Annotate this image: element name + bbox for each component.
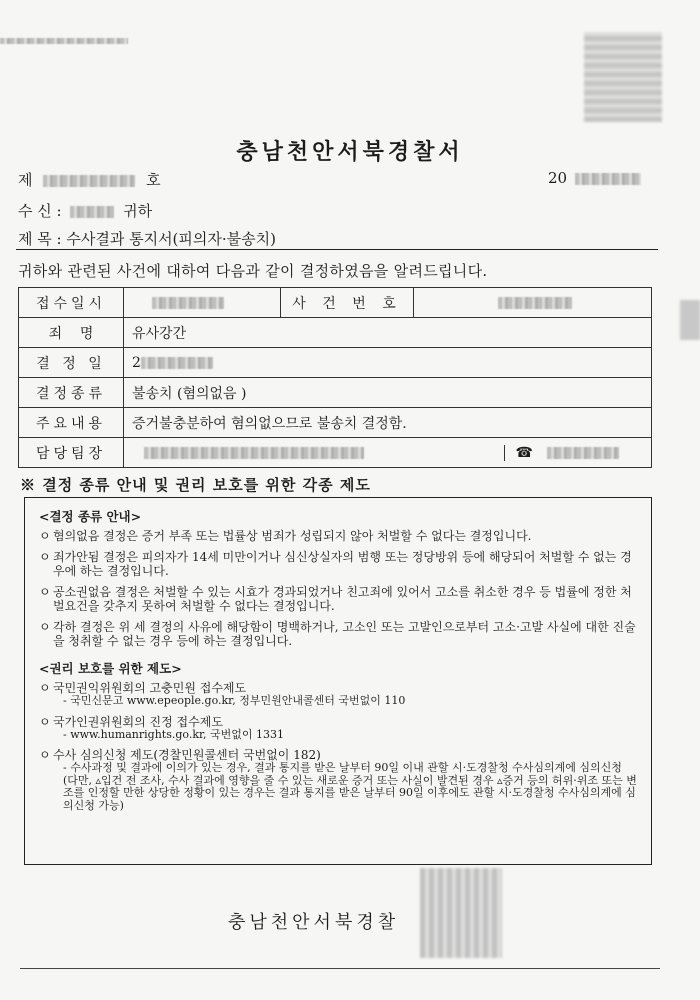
charge-label-text: 죄 명 xyxy=(48,325,94,342)
redacted-date xyxy=(575,173,641,185)
guide-box xyxy=(24,497,652,865)
bullet-icon: ㅇ xyxy=(39,585,51,599)
list-item xyxy=(39,715,639,742)
intro-text: 귀하와 관련된 사건에 대하여 다음과 같이 결정하였음을 알려드립니다. xyxy=(18,262,488,280)
bullet-icon: ㅇ xyxy=(39,620,51,634)
decision-guide-heading: <결정 종류 안내> xyxy=(39,509,142,524)
case-info-table xyxy=(18,287,652,468)
received-date-value xyxy=(124,288,281,318)
redacted-stamp-bottom xyxy=(420,868,502,958)
decision-type-value: 불송치 (혐의없음 ) xyxy=(124,378,652,408)
list-item xyxy=(39,620,639,648)
rights-item-title: 국가인권위원회의 진정 접수제도 xyxy=(53,714,223,729)
subject-line xyxy=(18,228,276,249)
doc-no-suffix: 호 xyxy=(146,171,161,189)
guide-section-title: ※ 결정 종류 안내 및 권리 보호를 위한 각종 제도 xyxy=(20,476,371,494)
case-number-label: 사 건 번 호 xyxy=(281,288,414,318)
decision-item-text: 혐의없음 결정은 증거 부족 또는 법률상 범죄가 성립되지 않아 처벌할 수 없다는 결정입니다. xyxy=(53,529,532,543)
document-title: 충남천안서북경찰서 xyxy=(236,139,464,165)
redacted-doc-number xyxy=(43,175,135,187)
subject-label: 제 목 : xyxy=(18,230,62,248)
rights-item-title: 수사 심의신청 제도(경찰민원콜센터 국번없이 182) xyxy=(53,748,321,762)
recipient-line xyxy=(18,200,152,221)
decision-date-value xyxy=(124,348,652,378)
bullet-icon: ㅇ xyxy=(39,550,51,564)
decision-type-label: 결정종류 xyxy=(19,378,124,408)
decision-item-text: 공소권없음 결정은 처벌할 수 있는 시효가 경과되었거나 친고죄에 있어서 고소를 취소한 경우 등 법률에 정한 처벌요건을 갖추지 못하여 처벌할 수 없다는 결정입니다. xyxy=(53,585,632,613)
redacted-phone xyxy=(547,447,619,459)
table-row xyxy=(19,348,652,378)
redacted-header-text xyxy=(0,38,128,44)
recipient-suffix: 귀하 xyxy=(123,202,153,220)
rights-item-title: 국민권익위원회의 고충민원 접수제도 xyxy=(53,681,247,695)
main-content-label: 주요내용 xyxy=(19,408,124,438)
case-number-value xyxy=(414,288,652,318)
received-date-label: 접수일시 xyxy=(19,288,124,318)
issuer-name: 충남천안서북경찰 xyxy=(228,912,400,933)
team-leader-label: 담당팀장 xyxy=(19,438,124,468)
table-row xyxy=(19,288,652,318)
decision-item-text: 각하 결정은 위 세 결정의 사유에 해당함이 명백하거나, 고소인 또는 고발인으로부터 고소·고발 사실에 대한 진술을 청취할 수 없는 경우 등에 하는 결정입니다. xyxy=(53,620,636,648)
main-content-value: 증거불충분하여 혐의없으므로 불송치 결정함. xyxy=(124,408,652,438)
redacted-team-leader xyxy=(144,447,364,459)
table-row xyxy=(19,438,652,468)
phone-cell xyxy=(504,445,619,461)
charge-value: 유사강간 xyxy=(124,318,652,348)
bullet-icon: ㅇ xyxy=(39,529,51,543)
redacted-received-date xyxy=(152,297,224,309)
document-date xyxy=(548,169,641,187)
table-row xyxy=(19,378,652,408)
decision-date-prefix: 2 xyxy=(132,354,141,371)
date-prefix: 20 xyxy=(548,169,568,187)
list-item xyxy=(39,585,639,613)
team-leader-value xyxy=(124,438,652,468)
charge-label xyxy=(19,318,124,348)
recipient-label: 수 신 : xyxy=(18,202,62,220)
rights-item-detail: - www.humanrights.go.kr, 국번없이 1331 xyxy=(63,727,285,741)
list-item xyxy=(39,550,639,578)
redacted-recipient xyxy=(70,206,114,218)
divider xyxy=(16,249,658,250)
phone-icon: ☎ xyxy=(515,444,533,461)
subject-value: 수사결과 통지서(피의자·불송치) xyxy=(66,230,276,248)
bullet-icon: ㅇ xyxy=(39,714,51,729)
decision-item-text: 죄가안됨 결정은 피의자가 14세 미만이거나 심신상실자의 범행 또는 정당방위 등에 해당되어 처벌할 수 없는 경우에 하는 결정입니다. xyxy=(53,550,632,578)
bullet-icon: ㅇ xyxy=(39,681,51,695)
decision-date-label: 결 정 일 xyxy=(19,348,124,378)
redacted-decision-date xyxy=(141,357,213,369)
list-item xyxy=(39,681,639,708)
table-row xyxy=(19,408,652,438)
rights-item-detail: - 국민신문고 www.epeople.go.kr, 정부민원안내콜센터 국번없이 110 xyxy=(63,694,406,707)
redacted-stamp-top xyxy=(584,32,662,122)
rights-guide-heading: <권리 보호를 위한 제도> xyxy=(39,661,182,676)
divider xyxy=(20,968,660,969)
redacted-mark-side xyxy=(680,300,700,340)
bullet-icon: ㅇ xyxy=(39,748,51,762)
list-item xyxy=(39,748,639,812)
list-item xyxy=(39,529,639,543)
table-row xyxy=(19,318,652,348)
rights-item-detail: - 수사과정 및 결과에 이의가 있는 경우, 결과 통지를 받은 날부터 90일 이내 관할 시·도경찰청 수사심의계에 심의신청 (다만, ▵입건 전 조사, 수사 결과에 영향을 줄 수 있는 새로운 증거 또는 사실이 발견된 경우 ▵증거 등의 허위·위조 또는 변조를 인정할 만한 상당한 정황이 있는 경우는 결과 통지를 받은 날부터 90일 이후에도 관할 시·도경찰청 수사심의계에 심의신청 가능) xyxy=(63,761,637,812)
document-number xyxy=(18,169,161,190)
redacted-case-number xyxy=(498,297,572,309)
doc-no-prefix: 제 xyxy=(18,171,33,189)
